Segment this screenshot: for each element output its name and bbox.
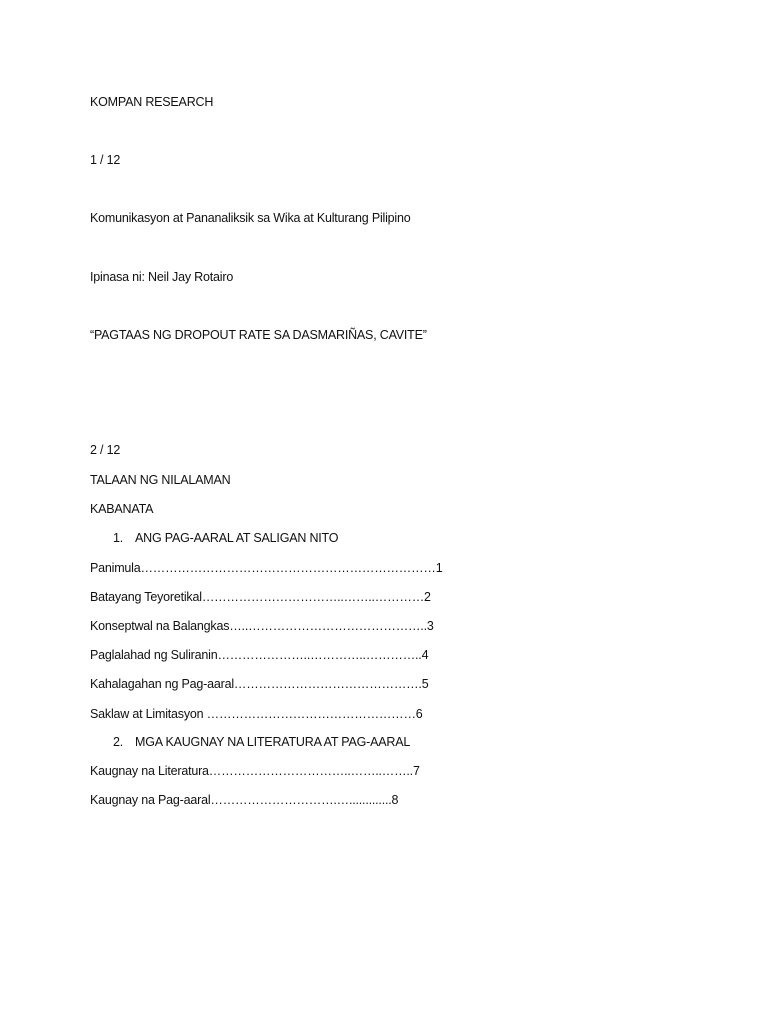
chapter-1-number: 1. (113, 531, 124, 545)
document-header: KOMPAN RESEARCH (90, 95, 214, 109)
toc-entry-paglalahad-ng-suliranin: Paglalahad ng Suliranin…………………..…………..…………..4 (90, 648, 429, 662)
chapter-1-title: ANG PAG-AARAL AT SALIGAN NITO (135, 531, 339, 545)
toc-entry-kahalagahan: Kahalagahan ng Pag-aaral……………………………………….5 (90, 677, 429, 691)
toc-entry-saklaw-at-limitasyon: Saklaw at Limitasyon ……………………………………………6 (90, 707, 423, 721)
page-marker-2: 2 / 12 (90, 443, 121, 457)
chapter-2-title: MGA KAUGNAY NA LITERATURA AT PAG-AARAL (135, 735, 411, 749)
toc-entry-kaugnay-na-literatura: Kaugnay na Literatura……………………………..……..……..7 (90, 764, 420, 778)
chapter-2-number: 2. (113, 735, 124, 749)
toc-entry-batayang-teyoretikal: Batayang Teyoretikal……………………………..……..…………2 (90, 590, 431, 604)
chapter-2-heading (113, 734, 410, 750)
research-title: “PAGTAAS NG DROPOUT RATE SA DASMARIÑAS, CAVITE” (90, 328, 427, 342)
page-marker-1: 1 / 12 (90, 153, 121, 167)
toc-entry-konseptwal-na-balangkas: Konseptwal na Balangkas…..……………………………………..3 (90, 619, 434, 633)
chapter-1-heading (113, 530, 338, 546)
course-title: Komunikasyon at Pananaliksik sa Wika at Kulturang Pilipino (90, 211, 411, 225)
section-label: KABANATA (90, 502, 154, 516)
toc-heading: TALAAN NG NILALAMAN (90, 473, 231, 487)
toc-entry-panimula: Panimula………………………………………………………………1 (90, 561, 443, 575)
submitted-to: Ipinasa ni: Neil Jay Rotairo (90, 270, 234, 284)
toc-entry-kaugnay-na-pag-aaral: Kaugnay na Pag-aaral………………………….….............8 (90, 793, 399, 807)
